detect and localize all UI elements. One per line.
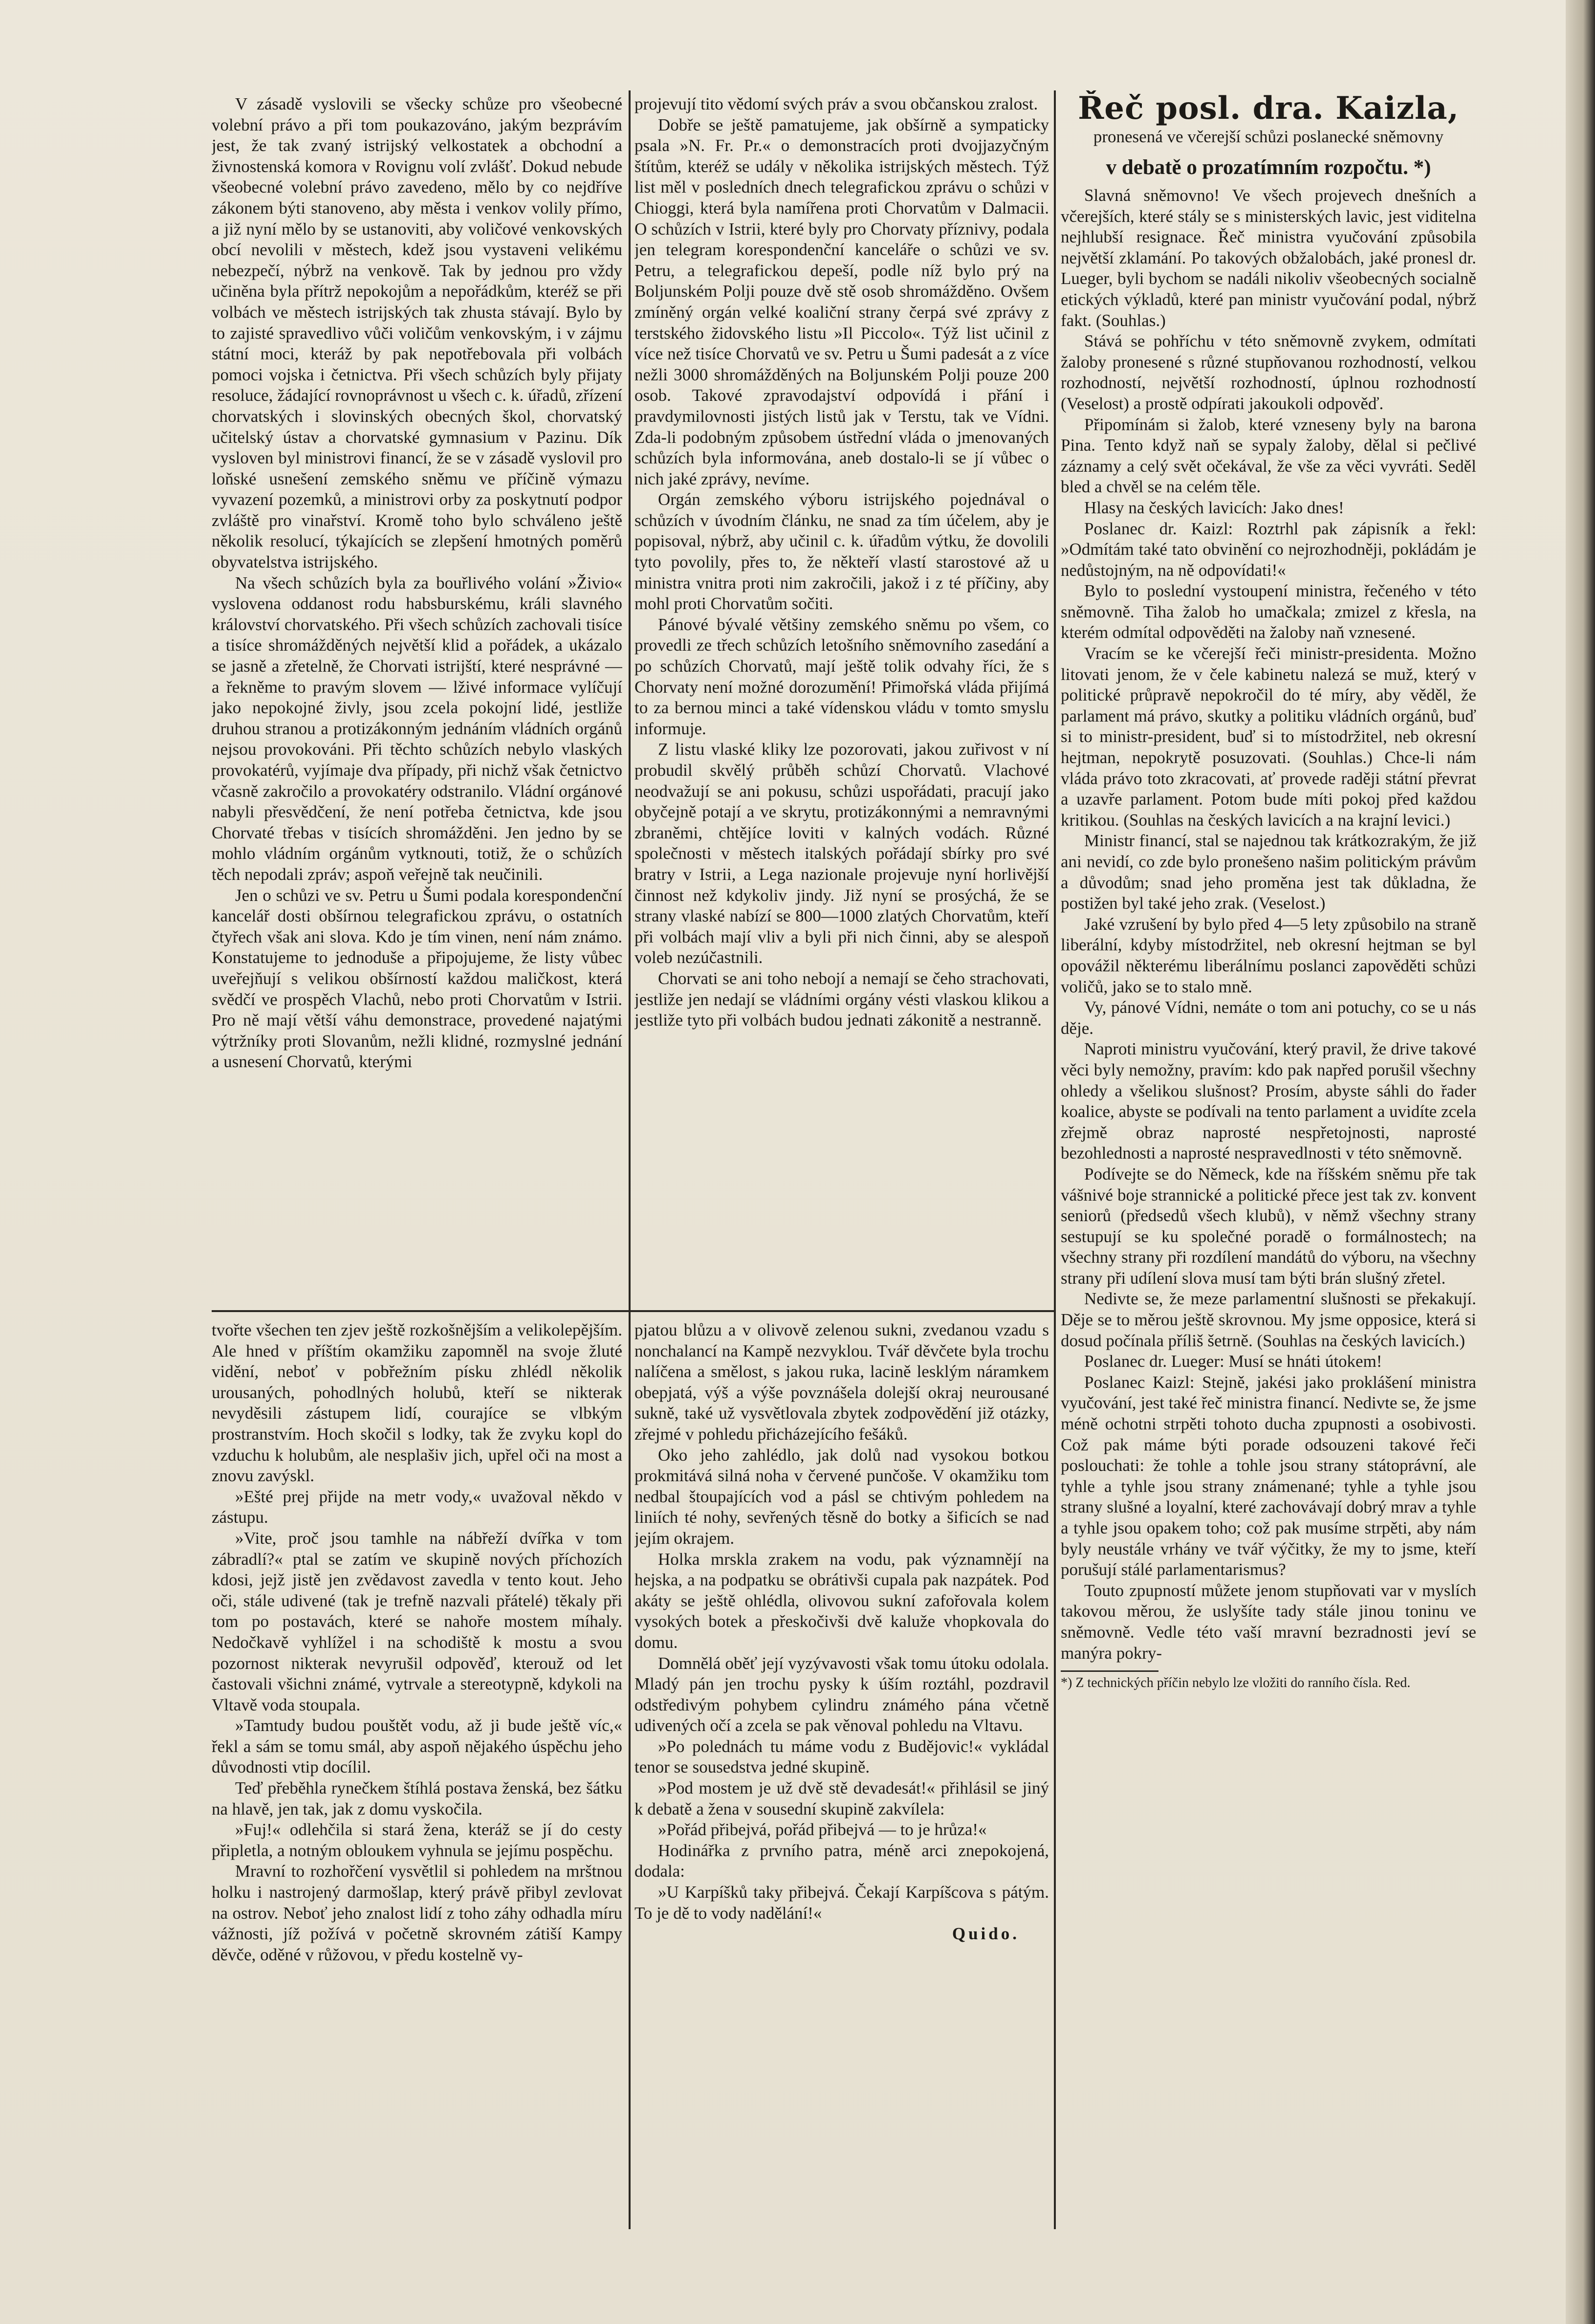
article-paragraph: Pánové bývalé většiny zemského sněmu po všem, co provedli ze třech schůzích letošního sněmovního zasedání a po schůzích Chorvatů, mají ještě tolik odvahy říci, že s Chorvaty není možné dorozumění! Přimořská vláda přijímá to za bernou minci a také vídenskou vládu v tomto smyslu informuje.	[634, 614, 1049, 738]
feuilleton-paragraph: Oko jeho zahlédlo, jak dolů nad vysokou botkou prokmitává silná noha v červené punčoše. V okamžiku tom nedbal štoupajících vod a pásl se chtivým pohledem na liniích té nohy, sevřených těsně do botky a šificích se nad jejím okrajem.	[634, 1445, 1049, 1548]
speech-subtitle: pronesená ve včerejší schůzi poslanecké sněmovny	[1093, 127, 1444, 146]
speech-paragraph: Hlasy na českých lavicích: Jako dnes!	[1084, 498, 1344, 517]
speech-paragraph: Podívejte se do Německ, kde na říšském sněmu pře tak vášnivé boje strannické a politické přece jest tak zv. konvent seniorů (předsedů všech klubů), v němž všechny strany sestupují se ku společné poradě o formálnostech; na všechny strany při rozdílení mandátů do výboru, na všechny strany při udílení slova musí tam býti brán slušný zřetel.	[1061, 1164, 1476, 1288]
column-divider	[629, 90, 631, 2229]
feuilleton-paragraph: tvořte všechen ten zjev ještě rozkošnějším a velikolepějším. Ale hned v příštím okamžiku zapomněl na svoje žluté vidění, neboť v pobřežním písku zhlédl několik urousaných, pohodlných holubů, kteří se nikterak nevyděsili zástupem lidí, courajíce se vlbkým prostranstvím. Hoch skočil s lodky, tak že zvyku kopl do vzduchu k holubům, ale nesplašiv jich, upřel oči na most a znovu zavýskl.	[212, 1320, 622, 1486]
speech-paragraph: Slavná sněmovno! Ve všech projevech dnešních a včerejších, které stály se s ministerských lavic, jest viditelna nejhlubší resignace. Řeč ministra vyučování způsobila největší zklamání. Po takových obžalobách, jaké pronesl dr. Lueger, byli bychom se nadáli nikoliv všeobecných socialně etických výkladů, které pan ministr vyučování podal, nýbrž fakt. (Souhlas.)	[1061, 186, 1476, 330]
speech-debate-heading: v debatě o prozatímním rozpočtu. *)	[1106, 156, 1431, 179]
speech-paragraph: Nedivte se, že meze parlamentní slušnosti se překakují. Děje se to měrou ještě skrovnou. My jsme opposice, která si dosud počínala příliš šetrně. (Souhlas na českých lavicích.)	[1061, 1289, 1476, 1350]
speech-paragraph: Naproti ministru vyučování, který pravil, že drive takové věci byly nemožny, pravím: kdo pak napřed porušil všechny ohledy a všelikou slušnost? Prosím, abyste sáhli do řader koalice, abyste se podívali na tento parlament a uvidíte zcela zřejmě obraz naprosté nespřetojnosti, naprosté bezohlednosti a naprosté nespravedlnosti v této sněmovně.	[1061, 1039, 1476, 1163]
speech-paragraph: Bylo to poslední vystoupení ministra, řečeného v této sněmovně. Tiha žalob ho umačkala; zmizel z křesla, na kterém odmítal odpověděti na žaloby naň vznesené.	[1061, 581, 1476, 642]
feuilleton-paragraph: pjatou blůzu a v olivově zelenou sukni, zvedanou vzadu s nonchalancí na Kampě nezvyklou. Tvář děvčete byla trochu nalíčena a smělost, s jakou ruka, lacině lesklým náramkem obepjatá, výš a výše povznášela dolejší okraj neurousané sukně, také už vysvětlovala zbytek zodpovědění již otázky, zřejmé v pohledu přicházejícího fešáků.	[634, 1320, 1049, 1444]
feuilleton-paragraph: Hodinářka z prvního patra, méně arci znepokojená, dodala:	[634, 1841, 1049, 1881]
right-column	[1061, 90, 1476, 2229]
footnote-rule	[1061, 1670, 1158, 1672]
feuilleton-paragraph: »Pod mostem je už dvě stě devadesát!« přihlásil se jiný k debatě a žena v sousední skupině zakvílela:	[634, 1778, 1049, 1819]
feuilleton-paragraph: »Pořád přibejvá, pořád přibejvá — to je hrůza!«	[658, 1820, 987, 1840]
page-edge-shadow	[1566, 0, 1595, 2324]
upper-middle-column	[634, 94, 1049, 1301]
article-paragraph: Na všech schůzích byla za bouřlivého volání »Živio« vyslovena oddanost rodu habsburskému, králi slavného království chorvatského. Při všech schůzích zachovali tisíce a tisíce shromážděných největší klid a pořádek, a ukázalo se jasně a zřetelně, že Chorvati istrijští, které nesprávné — a řekněme to pravým slovem — lživé informace vylíčují jako nepokojné živly, jsou zcela pokojní lidé, jestliže druhou stranou a protizákonným jednáním vládních orgánů nejsou provokováni. Při těchto schůzích nebylo vlaských provokatérů, vyjímaje dva případy, při nichž však četnictvo včasně zakročilo a provokatéry odstranilo. Vládní orgánové nabyli přesvědčení, že není potřeba četnictva, kde jsou Chorvaté třebas v tisících shromážděni. Jen jedno by se mohlo vládním orgánům vytknouti, totiž, že o schůzích těch nepodali zpráv; aspoň veřejně tak neučinili.	[212, 573, 622, 884]
feuilleton-paragraph: Holka mrskla zrakem na vodu, pak významnějí na hejska, a na podpatku se obrátivši cupala pak nazpátek. Pod akáty se ještě ohlédla, olivovou sukní zafořovala kolem vysokých botek a přeskočivši dvě kaluže vhopkovala do domu.	[634, 1549, 1049, 1652]
feuilleton-paragraph: »Fuj!« odlehčila si stará žena, kteráž se jí do cesty připletla, a notným obloukem vyhnula se jejímu pospěchu.	[212, 1820, 622, 1860]
speech-paragraph: Poslanec dr. Kaizl: Roztrhl pak zápisník a řekl: »Odmítám také tato obvinění co nejrozhodněji, pokládám je nedůstojným, na ně odpovídati!«	[1061, 519, 1476, 580]
article-paragraph: Z listu vlaské kliky lze pozorovati, jakou zuřivost v ní probudil skvělý průběh schůzí Chorvatů. Vlachové neodvažují se ani pokusu, schůzi uspořádati, pracují jako obyčejně potají a ve skrytu, protizákonnými a nemravnými zbraněmi, chtějíce loviti v kalných vodách. Různé společnosti v městech italských pořádají sbírky pro své bratry v Istrii, a Lega nazionale projevuje nyní horlivější činnost než kdykoliv jindy. Již nyní se prosýchá, že se strany vlaské nabízí se 800—1000 zlatých Chorvatům, kteří při volbách mají vliv a byli při nich činni, aby se alespoň voleb nezúčastnili.	[634, 740, 1049, 967]
feuilleton-paragraph: »U Karpíšků taky přibejvá. Čekají Karpíšcova s pátým. To je dě to vody nadělání!«	[634, 1883, 1049, 1923]
article-paragraph: Chorvati se ani toho nebojí a nemají se čeho strachovati, jestliže jen nedají se vládními orgány vésti vlaskou klikou a jestliže tyto při volbách budou jednati zákonitě a nestranně.	[634, 968, 1049, 1030]
speech-paragraph: Vy, pánové Vídni, nemáte o tom ani potuchy, co se u nás děje.	[1061, 998, 1476, 1038]
column-divider	[1054, 90, 1056, 2229]
speech-paragraph: Stává se pohříchu v této sněmovně zvykem, odmítati žaloby pronesené s různé stupňovanou rozhodností, velkou rozhodností, největší rozhodností, úplnou rozhodností (Veselost) a prostě odpírati jakoukoli odpověď.	[1061, 331, 1476, 413]
speech-paragraph: Ministr financí, stal se najednou tak krátkozrakým, že již ani nevidí, co zde bylo pronešeno našim politickým právům a důvodům; snad jeho proměna jest tak důkladna, že postižen byl také jeho zrak. (Veselost.)	[1061, 831, 1476, 913]
upper-left-column	[212, 94, 622, 1301]
speech-paragraph: Jaké vzrušení by bylo před 4—5 lety způsobilo na straně liberální, kdyby místodržitel, neb okresní hejtman se byl opovážil některému liberálnímu poslanci zapověděti schůzi voličů, jako se to stalo mně.	[1061, 914, 1476, 996]
speech-paragraph: Vracím se ke včerejší řeči ministr-presidenta. Možno litovati jenom, že v čele kabinetu nalezá se muž, který v politické průpravě nepokročil do té míry, aby věděl, že parlament má právo, skutky a politiku vládních orgánů, buď si to ministr-president, buď si to místodržitel, neb okresní hejtman, nepokrytě posuzovati. (Souhlas.) Chce-li nám vláda právo toto zkracovati, ať provede raději státní převrat a uzavře parlament. Potom bude míti pokoj před každou kritikou. (Souhlas na českých lavicích a na krajní levici.)	[1061, 644, 1476, 830]
feuilleton-paragraph: »Po polednách tu máme vodu z Budějovic!« vykládal tenor se sousedstva jedné skupině.	[634, 1736, 1049, 1777]
feuilleton-separator	[212, 1310, 1054, 1312]
article-paragraph: Jen o schůzi ve sv. Petru u Šumi podala korespondenční kancelář dosti obšírnou telegrafickou zprávu, o ostatních čtyřech však ani slova. Kdo je tím vinen, není nám známo. Konstatujeme to jednoduše a připojujeme, že listy vůbec uveřejňují s velikou obšírností každou maličkost, která svědčí ve prospěch Vlachů, nebo proti Chorvatům v Istrii. Pro ně mají větší váhu demonstrace, provedené najatými výtržníky proti Slovanům, nežli klidné, rozmyslné jednání a usnesení Chorvatů, kterými	[212, 885, 622, 1072]
lower-middle-column	[634, 1320, 1049, 2229]
lower-left-column	[212, 1320, 622, 2229]
feuilleton-paragraph: »Tamtudy budou pouštět vodu, až ji bude ještě víc,« řekl a sám se tomu smál, aby aspoň nějakého úspěchu jeho důvodnosti vtip docílil.	[212, 1716, 622, 1777]
article-paragraph: projevují tito vědomí svých práv a svou občanskou zralost.	[634, 94, 1038, 113]
footnote: *) Z technických příčin nebylo lze vložiti do ranního čísla. Red.	[1061, 1675, 1411, 1691]
speech-paragraph: Poslanec dr. Lueger: Musí se hnáti útokem!	[1084, 1352, 1382, 1371]
feuilleton-paragraph: Mravní to rozhořčení vysvětlil si pohledem na mrštnou holku i nastrojený darmošlap, který právě přibyl zevlovat na ostrov. Neboť jeho znalost lidí z toho záhy odhadla míru vážnosti, jíž požívá v početně skrovném zátiší Kampy děvče, oděné v růžovou, v předu kostelně vy-	[212, 1862, 622, 1964]
feuilleton-paragraph: Domnělá oběť její vyzývavosti však tomu útoku odolala. Mladý pán jen trochu pysky k úším roztáhl, pozdravil odstředivým pohybem cylindru známého pána včetně udivených očí a zcela se pak věnoval pohledu na Vltavu.	[634, 1653, 1049, 1735]
author-signature: Quido.	[952, 1924, 1020, 1944]
speech-title: Řeč posl. dra. Kaizla,	[1078, 90, 1459, 127]
speech-paragraph: Poslanec Kaizl: Stejně, jakési jako proklášení ministra vyučování, jest také řeč ministra financí. Nedivte se, že jsme méně ochotni strpěti tohoto ducha zpupnosti a osobivosti. Což pak máme býti porade odsouzeni takové řeči poslouchati: že tohle a tohle jsou strany státoprávní, ale tyhle a tyhle jsou strany známenané; tyhle a tyhle jsou strany slušné a loyalní, které zachovávají dobrý mrav a tyhle a tyhle jsou opakem toho; což pak musíme strpěti, aby nám byly neustále vrhány ve tvář výčitky, že my to jsme, kteří porušují stálé parlamentarismus?	[1061, 1372, 1476, 1579]
article-paragraph: V zásadě vyslovili se všecky schůze pro všeobecné volební právo a při tom poukazováno, jakým bezprávím jest, že tak zvaný istrijský velkostatek a obchodní a živnostenská komora v Rovignu volí zvlášť. Dokud nebude všeobecné volební právo zavedeno, mělo by co nejdříve zákonem býti stanoveno, aby města i venkov volily přímo, a již nyní mělo by se ustanoviti, aby voličové venkovských obcí nevolili v městech, kdež jsou vystaveni velikému nebezpečí, nýbrž na venkově. Tak by jednou pro vždy učiněna byla přítrž nepokojům a nepořádkům, kteréž se při volbách ve městech istrijských tak zhusta stávají. Bylo by to zajisté spravedlivo vůči voličům venkovským, i v zájmu státní moci, kteráž by pak nepotřebovala při volbách pomoci vojska i četnictva. Při všech schůzích byly přijaty resoluce, žádající rovnoprávnost u všech c. k. úřadů, zřízení chorvatských i slovinských obecných škol, chorvatský učitelský ústav a chorvatské gymnasium v Pazinu. Dík vysloven byl ministrovi financí, že se v zásadě vyslovil pro loňské usnešení zemského sněmu ve příčině výmazu vyvazení pozemků, a ministrovi orby za poskytnutí podpor zvláště pro vinařství. Kromě toho bylo schváleno ještě několik resolucí, týkajících se zlepšení hmotných poměrů obyvatelstva istrijského.	[212, 94, 622, 572]
article-paragraph: Dobře se ještě pamatujeme, jak obšírně a sympaticky psala »N. Fr. Pr.« o demonstracích proti dvojjazyčným štítům, kteréž se udály v několika istrijských městech. Týž list měl v posledních dnech telegrafickou zprávu o schůzi v Chioggi, která byla namířena proti Chorvatům v Dalmacii. O schůzích v Istrii, které byly pro Chorvaty příznivy, podala jen telegram korespondenční kanceláře o schůzi ve sv. Petru, a telegrafickou depeší, podle níž bylo prý na Boljunském Polji pouze dvě stě osob shromážděno. Ovšem zmíněný orgán velké koaliční strany čerpá své zprávy z terstského židovského listu »Il Piccolo«. Týž list učinil z více než tisíce Chorvatů ve sv. Petru u Šumi padesát a z více nežli 3000 shromážděných na Boljunském Polji pouze 200 osob. Takové zpravodajství odpovídá i přání i pravdymilovnosti jistých listů jak v Terstu, tak ve Vídni. Zda-li podobným způsobem ústřední vláda o jmenovaných schůzích byla informována, aneb dostalo-li se jí vůbec o nich jaké zprávy, nevíme.	[634, 115, 1049, 488]
article-paragraph: Orgán zemského výboru istrijského pojednával o schůzích v úvodním článku, ne snad za tím účelem, aby je popisoval, nýbrž, aby učinil c. k. úřadům výtku, že dovolili tyto povolily, přes to, že někteří vlastí starostové až u ministra vnitra proti nim zakročili, jakož i z té příčiny, aby mohl proti Chorvatům sočiti.	[634, 490, 1049, 614]
feuilleton-paragraph: »Vite, proč jsou tamhle na nábřeží dvířka v tom zábradlí?« ptal se zatím ve skupině nových příchozích kdosi, jejž jistě jen zvědavost zavedla v tento kout. Jeho oči, stále udivené (tak je trefně nazvali přátelé) těkaly při tom po postavách, které se nahoře mostem míhaly. Nedočkavě vyhlížel i na schodiště k mostu a svou pozornost nikterak nevyrušil odpověď, kterouž od let častovali všichni známé, vytrvale a stereotypně, kdykoli na Vltavě voda stoupala.	[212, 1528, 622, 1714]
speech-paragraph: Touto zpupností můžete jenom stupňovati var v myslích takovou měrou, že uslyšíte tady stále jinou toninu ve sněmovně. Vedle této vaší mravní bezradnosti jeví se manýra pokry-	[1061, 1580, 1476, 1663]
feuilleton-paragraph: »Ešté prej přijde na metr vody,« uvažoval někdo v zástupu.	[212, 1487, 622, 1527]
feuilleton-paragraph: Teď přeběhla rynečkem štíhlá postava ženská, bez šátku na hlavě, jen tak, jak z domu vyskočila.	[212, 1778, 622, 1819]
speech-paragraph: Připomínám si žalob, které vzneseny byly na barona Pina. Tento když naň se sypaly žaloby, dělal si pečlivé záznamy a celý svět očekával, že vše za věci vyvráti. Seděl bled a chvěl se na celém těle.	[1061, 415, 1476, 497]
